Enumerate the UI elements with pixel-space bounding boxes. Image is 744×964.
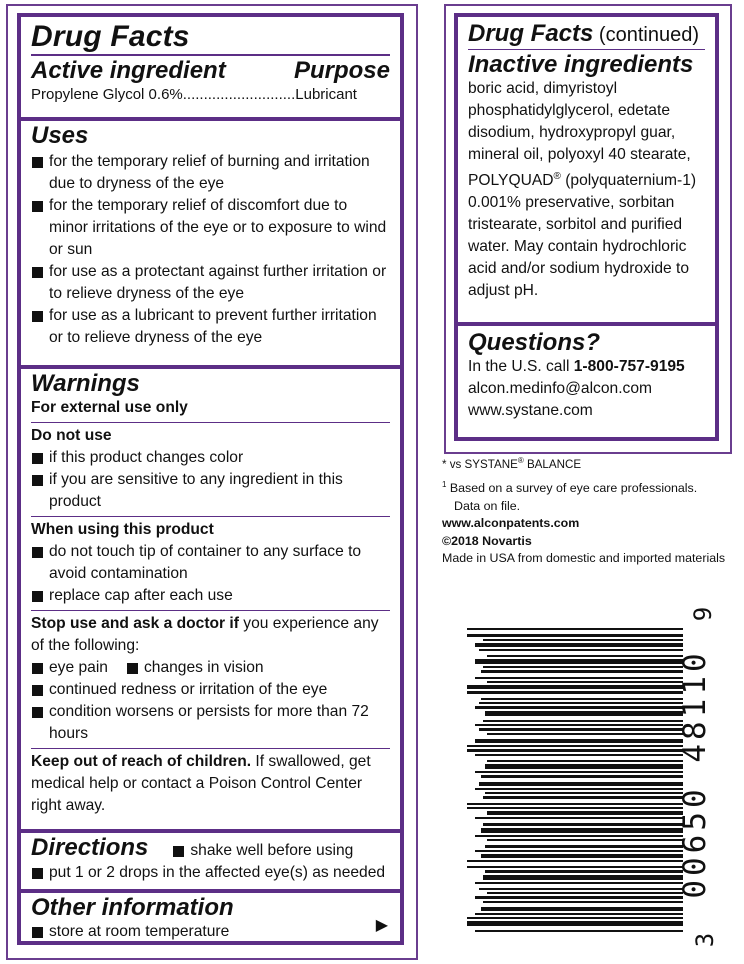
- barcode-bar: [475, 788, 683, 790]
- barcode-middle-digits: 00650 48110: [677, 649, 713, 899]
- directions-item: shake well before using: [172, 840, 353, 862]
- barcode-bar: [467, 807, 683, 809]
- keep-out-rest: If swallowed, get medical help or contact a Poison Control Center right away.: [31, 753, 371, 814]
- barcode-bar: [487, 811, 683, 815]
- barcode-bar: [467, 628, 683, 630]
- barcode-bar: [483, 720, 683, 722]
- registered-mark: ®: [553, 171, 561, 182]
- barcode-bar: [483, 875, 683, 880]
- barcode-bar: [479, 888, 683, 890]
- barcode-bar: [475, 817, 683, 819]
- data-on-file: Data on file.: [454, 498, 521, 513]
- continued-title-suffix: (continued): [593, 24, 699, 46]
- barcode-bar: [467, 685, 683, 689]
- made-in-note: Made in USA from domestic and imported materials: [442, 551, 726, 566]
- stop-use-rest: you experience any of the following:: [31, 615, 379, 654]
- barcode-bar: [483, 796, 683, 799]
- barcode-bar: [467, 745, 683, 747]
- barcode-bar: [481, 775, 683, 778]
- barcode-bar: [475, 771, 683, 773]
- barcode-bar: [481, 854, 683, 858]
- inactive-ingredients-heading: Inactive ingredients: [468, 51, 694, 78]
- phone-number: 1-800-757-9195: [573, 358, 685, 375]
- patents-url: www.alconpatents.com: [442, 516, 580, 531]
- directions-section: [21, 833, 400, 893]
- barcode-bar: [475, 835, 683, 837]
- barcode-bar: [475, 659, 683, 664]
- barcode-bar: [485, 792, 683, 794]
- barcode-bar: [481, 828, 683, 833]
- uses-section: [21, 121, 400, 369]
- inactive-text-part: boric acid, dimyristoyl phosphatidylglycerol, edetate disodium, hydroxypropyl guar, mineral oil, polyoxyl 40 stearate, POLYQUAD: [468, 80, 691, 190]
- footnote-marker: 1: [442, 480, 447, 490]
- barcode-bar: [475, 913, 683, 915]
- footnotes: [442, 452, 740, 568]
- barcode-top-digit: 9: [689, 606, 718, 622]
- inactive-ingredients-text: [468, 78, 705, 302]
- continued-arrow-icon: ▶: [375, 915, 388, 934]
- drug-facts-title: Drug Facts: [31, 20, 190, 53]
- continued-title-main: Drug Facts: [468, 20, 594, 47]
- barcode-bar: [475, 677, 683, 679]
- drug-facts-panel: [17, 13, 404, 945]
- barcode-bar: [467, 866, 683, 868]
- barcode-bar: [487, 681, 683, 683]
- barcode-bar: [467, 634, 683, 637]
- barcode-bar: [487, 733, 683, 735]
- barcode-bar: [479, 649, 683, 651]
- stop-use-item: eye pain: [31, 657, 108, 679]
- keep-out-bold: Keep out of reach of children.: [31, 753, 252, 770]
- directions-item: put 1 or 2 drops in the affected eye(s) as needed: [31, 862, 390, 884]
- barcode-bar: [483, 901, 683, 903]
- uses-item: for use as a lubricant to prevent further irritation or to relieve dryness of the eye: [31, 305, 390, 349]
- inactive-ingredients-section: [458, 17, 715, 326]
- stop-use-item: changes in vision: [126, 657, 264, 679]
- call-line: [468, 356, 705, 378]
- other-information-item: store at room temperature: [31, 921, 390, 943]
- copyright: ©2018 Novartis: [442, 533, 532, 548]
- active-ingredient-section: [21, 17, 400, 121]
- when-using-item: replace cap after each use: [31, 585, 390, 607]
- barcode-bar: [481, 907, 683, 911]
- uses-item: for use as a protectant against further irritation or to relieve dryness of the eye: [31, 261, 390, 305]
- warnings-heading: Warnings: [31, 370, 140, 397]
- questions-section: [458, 326, 715, 426]
- when-using-heading: When using this product: [31, 521, 214, 538]
- barcode-bar: [487, 892, 683, 894]
- stop-use-inline-items: [31, 657, 390, 679]
- barcode-bar: [483, 666, 683, 668]
- inactive-text-part: (polyquaternium-1) 0.001% preservative, sorbitan tristearate, sorbitol and purified water. May contain hydrochloric acid and/or sodium hydroxide to adjust pH.: [468, 172, 697, 300]
- barcode-bar: [475, 643, 683, 647]
- barcode-bar: [475, 882, 683, 884]
- barcode-bar: [487, 760, 683, 762]
- stop-use-item: condition worsens or persists for more than 72 hours: [31, 701, 390, 745]
- survey-text: Based on a survey of eye care professionals.: [446, 481, 698, 496]
- uses-item: for the temporary relief of discomfort due to minor irritations of the eye or to exposure to wind or sun: [31, 195, 390, 261]
- do-not-use-heading: Do not use: [31, 427, 112, 444]
- other-information-section: [21, 893, 400, 945]
- barcode-bar: [481, 670, 683, 673]
- barcode-bar: [475, 724, 683, 726]
- barcode-bar: [479, 782, 683, 786]
- warnings-section: [21, 369, 400, 833]
- keep-out-text: [31, 751, 390, 817]
- barcode-bar: [467, 860, 683, 862]
- comparison-text: BALANCE: [523, 457, 582, 471]
- barcode-bar: [485, 845, 683, 848]
- stop-use-bold: Stop use and ask a doctor if: [31, 615, 239, 632]
- barcode-bar: [475, 930, 683, 932]
- barcode-bar: [467, 921, 683, 926]
- barcode-bar: [475, 896, 683, 899]
- barcode-bars: [465, 628, 683, 938]
- barcode-bar: [485, 764, 683, 769]
- purpose-heading: Purpose: [293, 57, 390, 84]
- barcode-bar: [467, 749, 683, 752]
- comparison-note: [442, 452, 740, 473]
- barcode-bar: [475, 706, 683, 709]
- active-ingredient-row: Propylene Glycol 0.6%...........................Lubricant: [31, 86, 357, 103]
- email: alcon.medinfo@alcon.com: [468, 380, 652, 397]
- when-using-item: do not touch tip of container to any surface to avoid contamination: [31, 541, 390, 585]
- barcode-bar: [479, 702, 683, 704]
- stop-use-item: continued redness or irritation of the eye: [31, 679, 390, 701]
- barcode-bar: [481, 698, 683, 700]
- website: www.systane.com: [468, 402, 593, 419]
- do-not-use-item: if you are sensitive to any ingredient in this product: [31, 469, 390, 513]
- stop-use-text: [31, 613, 390, 657]
- barcode-bar: [467, 803, 683, 805]
- uses-item: for the temporary relief of burning and irritation due to dryness of the eye: [31, 151, 390, 195]
- call-prefix: In the U.S. call: [468, 358, 574, 375]
- active-ingredient-heading: Active ingredient: [31, 57, 226, 84]
- registered-mark: ®: [517, 456, 524, 465]
- barcode-bar: [487, 839, 683, 841]
- continued-title: [468, 21, 705, 47]
- barcode-bar: [475, 739, 683, 743]
- barcode-bar: [467, 917, 683, 919]
- directions-heading: Directions: [31, 834, 149, 861]
- barcode-bar: [483, 823, 683, 826]
- survey-note: [442, 476, 740, 498]
- external-use-note: For external use only: [31, 399, 188, 416]
- do-not-use-item: if this product changes color: [31, 447, 390, 469]
- questions-heading: Questions?: [468, 329, 601, 356]
- barcode: [465, 628, 685, 938]
- barcode-bar: [475, 754, 683, 756]
- barcode-bar: [487, 655, 683, 657]
- barcode-bar: [479, 728, 683, 731]
- barcode-bar: [485, 711, 683, 716]
- barcode-bottom-digit: 3: [691, 932, 720, 948]
- barcode-bar: [467, 691, 683, 694]
- uses-heading: Uses: [31, 122, 89, 149]
- barcode-bar: [485, 870, 683, 873]
- drug-facts-continued-panel: [454, 13, 719, 441]
- comparison-text: * vs SYSTANE: [442, 457, 518, 471]
- other-information-heading: Other information: [31, 894, 234, 921]
- barcode-bar: [475, 850, 683, 852]
- barcode-bar: [483, 639, 683, 641]
